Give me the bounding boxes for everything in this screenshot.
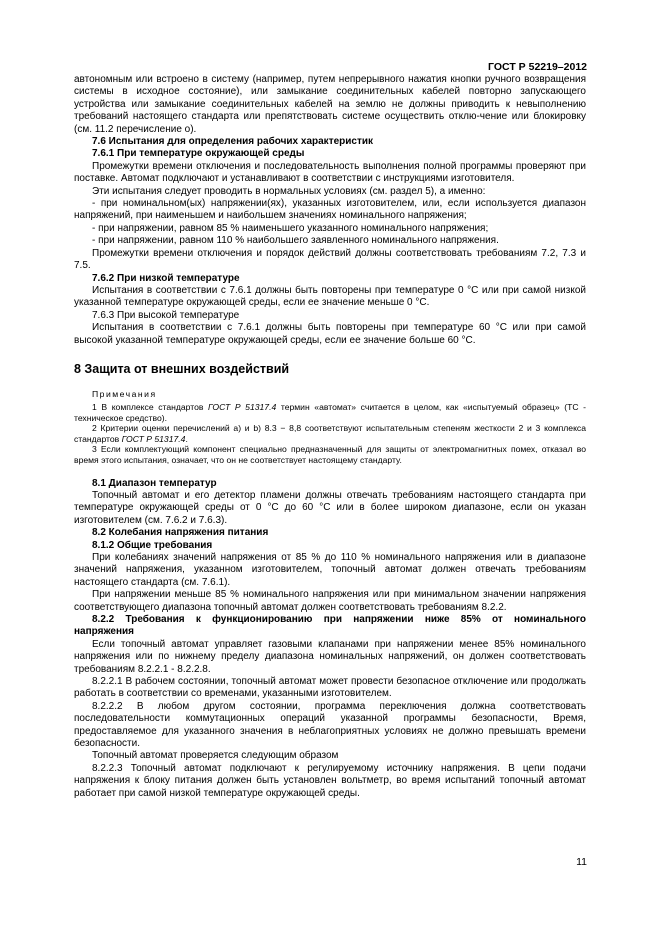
page-content bbox=[74, 74, 586, 800]
subsection-heading: 7.6.1 При температуре окружающей среды bbox=[92, 148, 305, 160]
paragraph: При колебаниях значений напряжения от 85 % до 110 % номинального напряжения или в диапазоне значений напряжения, указанном изготовителем, топочный автомат должен отвечать требованиям настоящего стандарта (см. 7.6.1). bbox=[74, 551, 586, 588]
subsection-heading: 7.6.3 При высокой температуре bbox=[92, 309, 240, 321]
notes-block bbox=[74, 389, 586, 465]
paragraph: Промежутки времени отключения и порядок действий должны соответствовать требованиям 7.2, 7.3 и 7.5. bbox=[74, 247, 586, 272]
paragraph: Испытания в соответствии с 7.6.1 должны быть повторены при температуре 0 °С или при самой низкой указанной температуре окружающей среды, если ее значение меньше 0 °С. bbox=[74, 284, 586, 309]
paragraph: 8.2.2.1 В рабочем состоянии, топочный автомат может провести безопасное отключение или продолжать работать в соответствии со временами, указанными изготовителем. bbox=[74, 676, 586, 700]
list-item: - при напряжении, равном 110 % наибольшего заявленного номинального напряжения. bbox=[92, 235, 499, 247]
paragraph: 8.2.2.3 Топочный автомат подключают к регулируемому источнику напряжения. В цепи подачи напряжения к блоку питания должен быть установлен вольтметр, во время испытаний топочный автомат работает при самой низкой температуре окружающей среды. bbox=[74, 762, 586, 799]
paragraph: 8.2.2.2 В любом другом состоянии, программа переключения должна соответствовать последовательности коммутационных операций указанной программы безопасности, Время, предоставляемое для указанного значения в неблагоприятных условиях не должно превышать времени безопасности. bbox=[74, 700, 586, 750]
note-item: 3 Если комплектующий компонент специально предназначенный для защиты от электромагнитных помех, отказал во время этого испытания, означает, что он не соответствует настоящему стандарту. bbox=[74, 444, 586, 465]
notes-title: Примечания bbox=[92, 389, 157, 400]
section-heading: 7.6 Испытания для определения рабочих характеристик bbox=[92, 136, 374, 148]
chapter-heading: 8 Защита от внешних воздействий bbox=[74, 361, 290, 376]
list-item: - при напряжении, равном 85 % наименьшего указанного номинального напряжения; bbox=[92, 222, 489, 234]
paragraph: автономным или встроено в систему (например, путем непрерывного нажатия кнопки ручного возвращения системы в исходное состояние), или замыкание соединительных кабелей повторно запускающего устройства или замыкание соединительных кабелей на землю не должны приводить к невыполнению требований настоящего стандарта или препятствовать системе осуществить отклю-чение или блокировку (см. 11.2 перечисление о). bbox=[74, 74, 586, 135]
standard-header: ГОСТ Р 52219–2012 bbox=[488, 61, 587, 73]
paragraph: Эти испытания следует проводить в нормальных условиях (см. раздел 5), а именно: bbox=[92, 185, 486, 197]
paragraph: Если топочный автомат управляет газовыми клапанами при напряжении менее 85% номинального напряжения или по нижнему пределу диапазона номинальных напряжений, он должен соответствовать требованиям 8.2.2.1 - 8.2.2.8. bbox=[74, 638, 586, 675]
list-item: - при номинальном(ых) напряжении(ях), указанных изготовителем, или, если используется диапазон напряжений, при наименьшем и наибольшем значениях номинального напряжения; bbox=[74, 198, 586, 222]
paragraph: При напряжении меньше 85 % номинального напряжения или при минимальном значении напряжения соответствующего диапазона топочный автомат должен соответствовать требованиям 8.2.2. bbox=[74, 589, 586, 613]
paragraph: Промежутки времени отключения и последовательность выполнения полной программы проверяют при поставке. Автомат подключают и устанавливают в соответствии с инструкциями изготовителя. bbox=[74, 160, 586, 185]
standard-reference: ГОСТ Р 51317.4 bbox=[208, 401, 277, 412]
standard-reference: ГОСТ Р 51317.4 bbox=[121, 433, 186, 444]
paragraph: Топочный автомат проверяется следующим образом bbox=[92, 750, 339, 762]
subsection-heading: 8.1.2 Общие требования bbox=[92, 539, 213, 551]
page-number: 11 bbox=[576, 856, 587, 868]
paragraph: Испытания в соответствии с 7.6.1 должны быть повторены при температуре 60 °С или при самой высокой указанной температуре окружающей среды, если ее значение больше 60 °С. bbox=[74, 322, 586, 346]
subsection-heading: 8.1 Диапазон температур bbox=[92, 477, 217, 489]
subsection-heading: 8.2 Колебания напряжения питания bbox=[92, 527, 269, 539]
subsection-heading: 8.2.2 Требования к функционированию при напряжении ниже 85% от номинального напряжения bbox=[74, 613, 586, 638]
note-item: 2 Критерии оценки перечислений а) и b) 8.3 − 8,8 соответствуют испытательным степеням жесткости 2 и 3 комплекса стандартов ГОСТ Р 51317.4. bbox=[74, 423, 586, 444]
paragraph: Топочный автомат и его детектор пламени должны отвечать требованиям настоящего стандарта при температуре окружающей среды от 0 °С до 60 °С или в более широком диапазоне, если он указан изготовителем (см. 7.6.2 и 7.6.3). bbox=[74, 489, 586, 526]
subsection-heading: 7.6.2 При низкой температуре bbox=[92, 272, 240, 284]
note-item: 1 В комплексе стандартов ГОСТ Р 51317.4 термин «автомат» считается в целом, как «испытуемый образец» (ТС - техническое средство). bbox=[74, 401, 586, 423]
